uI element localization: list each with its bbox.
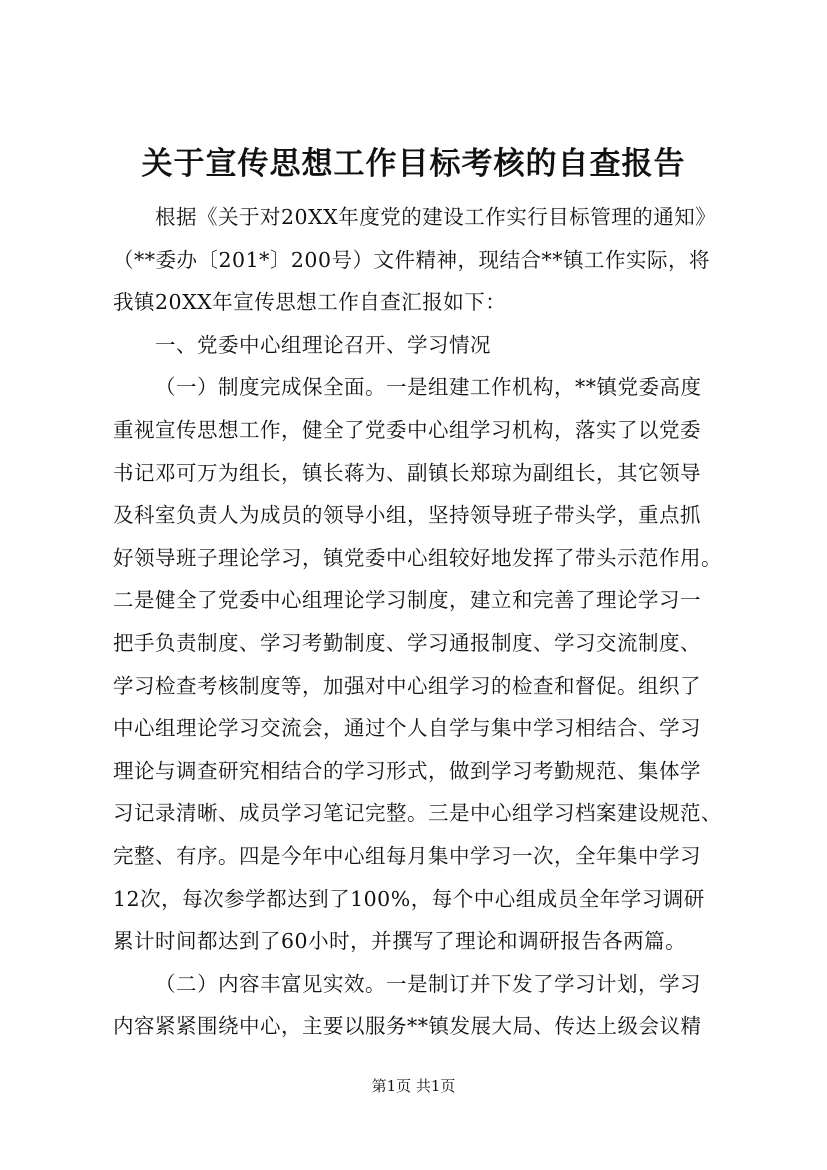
body-line: 好领导班子理论学习，镇党委中心组较好地发挥了带头示范作用。: [113, 545, 722, 570]
document-body: [113, 196, 733, 1048]
body-line: 二是健全了党委中心组理论学习制度，建立和完善了理论学习一: [113, 588, 701, 613]
body-line: 书记邓可万为组长，镇长蒋为、副镇长郑琼为副组长，其它领导: [113, 460, 701, 485]
body-line: （一）制度完成保全面。一是组建工作机构，**镇党委高度: [155, 375, 702, 400]
body-line: 12次，每次参学都达到了100%，每个中心组成员全年学习调研: [113, 886, 705, 911]
body-line: 完整、有序。四是今年中心组每月集中学习一次，全年集中学习: [113, 843, 701, 868]
body-line: 及科室负责人为成员的领导小组，坚持领导班子带头学，重点抓: [113, 503, 701, 528]
body-line: 理论与调查研究相结合的学习形式，做到学习考勤规范、集体学: [113, 758, 701, 783]
body-line: （**委办〔201*〕200号）文件精神，现结合**镇工作实际，将: [113, 247, 711, 272]
body-line: 累计时间都达到了60小时，并撰写了理论和调研报告各两篇。: [113, 929, 687, 954]
document-title: 关于宣传思想工作目标考核的自查报告: [141, 146, 686, 182]
body-line: （二）内容丰富见实效。一是制订并下发了学习计划，学习: [155, 971, 701, 996]
body-line: 把手负责制度、学习考勤制度、学习通报制度、学习交流制度、: [113, 630, 701, 655]
body-line: 根据《关于对20XX年度党的建设工作实行目标管理的通知》: [155, 205, 717, 229]
body-line: 我镇20XX年宣传思想工作自查汇报如下：: [113, 290, 507, 315]
page-footer: 第1页 共1页: [371, 1077, 456, 1095]
body-line: 一、党委中心组理论召开、学习情况: [155, 332, 491, 357]
body-line: 重视宣传思想工作，健全了党委中心组学习机构，落实了以党委: [113, 417, 701, 442]
body-line: 学习检查考核制度等，加强对中心组学习的检查和督促。组织了: [113, 673, 701, 698]
body-line: 习记录清晰、成员学习笔记完整。三是中心组学习档案建设规范、: [113, 801, 722, 826]
body-line: 中心组理论学习交流会，通过个人自学与集中学习相结合、学习: [113, 716, 701, 741]
body-line: 内容紧紧围绕中心，主要以服务**镇发展大局、传达上级会议精: [113, 1014, 702, 1039]
